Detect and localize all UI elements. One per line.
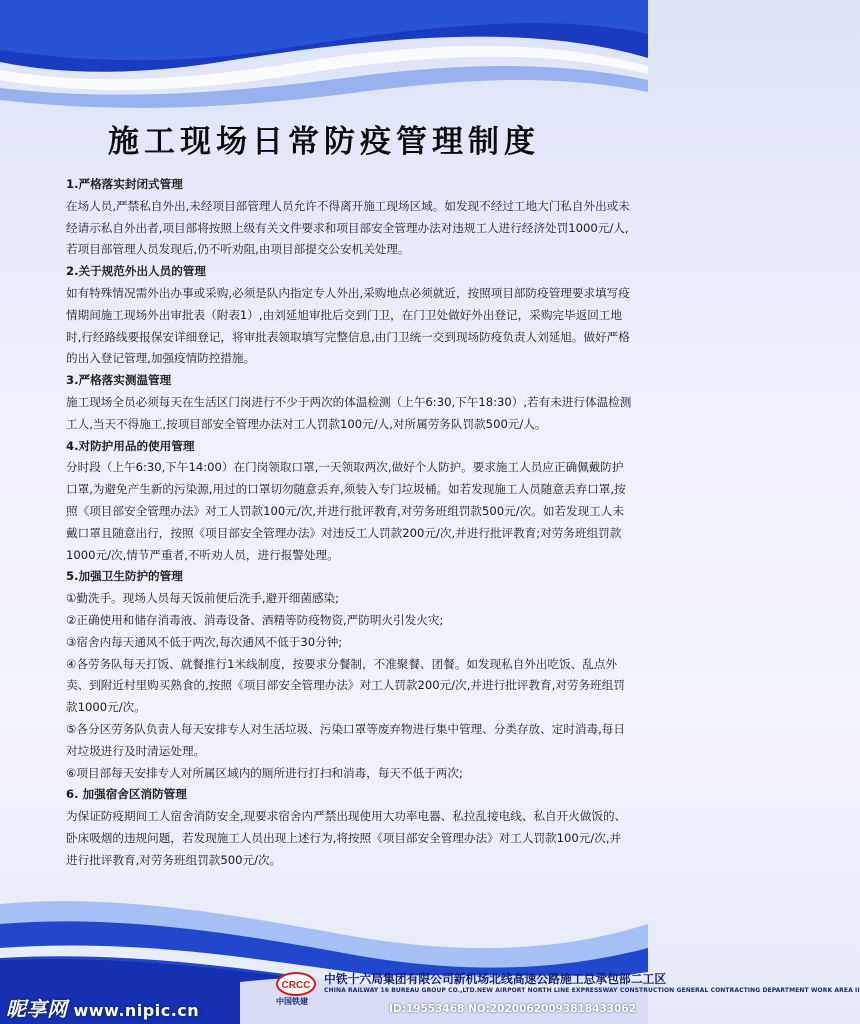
logo-text: CRCC (281, 980, 311, 991)
section-paragraph: 在场人员,严禁私自外出,未经项目部管理人员允许不得离开施工现场区域。如发现不经过工地大门私自外出或未经请示私自外出者,项目部将按照上级有关文件要求和项目部安全管理办法对违规工人进行经济处罚1000元/人,若项目部管理人员发现后,仍不听劝阻,由项目部提交公安机关处理。 (66, 198, 630, 257)
watermark-id: ID:19553468 NO:20200620093818433062 (389, 1003, 636, 1015)
section-item: ①勤洗手。现场人员每天饭前便后洗手,避开细菌感染; (66, 591, 340, 606)
section-paragraph: 施工现场全员必须每天在生活区门岗进行不少于两次的体温检测（上午6:30,下午18:30）,若有未进行体温检测工人,当天不得施工,按项目部安全管理办法对工人罚款100元/人,对所属劳务队罚款500元/人。 (66, 394, 632, 431)
section-heading: 1.严格落实封闭式管理 (66, 177, 183, 191)
section-4 (66, 436, 632, 567)
section-paragraph: 分时段（上午6:30,下午14:00）在门岗领取口罩,一天领取两次,做好个人防护。要求施工人员应正确佩戴防护口罩,为避免产生新的污染源,用过的口罩切勿随意丢弃,须装入专门垃圾桶。如若发现施工人员随意丢弃口罩,按照《项目部安全管理办法》对工人罚款100元/次,并进行批评教育,对劳务班组罚款500元/次。如若发现工人未戴口罩且随意出行，按照《项目部安全管理办法》对违反工人罚款200元/次,并进行批评教育;对劳务班组罚款1000元/次,情节严重者,不听劝人员，进行报警处理。 (66, 460, 626, 562)
section-heading: 3.严格落实测温管理 (66, 373, 172, 388)
section-5 (66, 566, 632, 784)
watermark-site (6, 993, 199, 1022)
section-2 (66, 261, 632, 370)
section-heading: 5.加强卫生防护的管理 (66, 569, 183, 584)
section-item: ④各劳务队每天打饭、就餐推行1米线制度，按要求分餐制，不准聚餐、团餐。如发现私自外出吃饭、乱点外卖、到附近村里购买熟食的,按照《项目部安全管理办法》对工人罚款200元/次,并进行批评教育,对劳务班组罚款1000元/次。 (66, 656, 625, 715)
page-title: 施工现场日常防疫管理制度 (108, 124, 540, 160)
document-body (66, 174, 632, 872)
section-heading: 2.关于规范外出人员的管理 (66, 264, 207, 279)
watermark-site-name: 昵享网 (6, 997, 68, 1021)
top-wave-decoration (0, 0, 648, 120)
section-heading: 4.对防护用品的使用管理 (66, 438, 195, 453)
watermark-url: www.nipic.cn (73, 1001, 200, 1020)
section-item: ②正确使用和储存消毒液、消毒设备、酒精等防疫物资,严防明火引发火灾; (66, 612, 444, 627)
footer-company-name: 中铁十六局集团有限公司新机场北线高速公路施工总承包部二工区 (324, 972, 667, 986)
section-item: ③宿舍内每天通风不低于两次,每次通风不低于30分钟; (66, 634, 343, 649)
footer-company-english: CHINA RAILWAY 16 BUREAU GROUP CO.,LTD.NEW AIRPORT NORTH LINE EXPRESSWAY CONSTRUCTION GENERAL CONTRACTING DEPARTMENT WORK AREA II (324, 987, 860, 994)
section-item: ⑤各分区劳务队负责人每天安排专人对生活垃圾、污染口罩等废弃物进行集中管理、分类存放、定时消毒,每日对垃圾进行及时清运处理。 (66, 721, 625, 758)
crcc-logo-icon (276, 972, 316, 996)
section-paragraph: 如有特殊情况需外出办事或采购,必须是队内指定专人外出,采购地点必须就近，按照项目部防疫管理要求填写疫情期间施工现场外出审批表（附表1）,由刘延旭审批后交到门卫，在门卫处做好外出登记，采购完毕返回工地时,行经路线要报保安详细登记，将审批表领取填写完整信息,由门卫统一交到现场防疫负责人刘延旭。做好严格的出入登记管理,加强疫情防控措施。 (66, 285, 630, 366)
section-3 (66, 370, 632, 435)
section-heading: 6. 加强宿舍区消防管理 (66, 787, 187, 802)
section-1 (66, 174, 632, 261)
footer-brand: 中国铁建 (276, 997, 308, 1006)
section-item: ⑥项目部每天安排专人对所属区域内的厕所进行打扫和消毒，每天不低于两次; (66, 765, 463, 780)
section-6 (66, 784, 632, 871)
section-paragraph: 为保证防疫期间工人宿舍消防安全,现要求宿舍内严禁出现使用大功率电器、私拉乱接电线、私自开火做饭的、卧床吸烟的违规问题，若发现施工人员出现上述行为,将按照《项目部安全管理办法》对工人罚款100元/次,并进行批评教育,对劳务班组罚款500元/次。 (66, 809, 627, 867)
